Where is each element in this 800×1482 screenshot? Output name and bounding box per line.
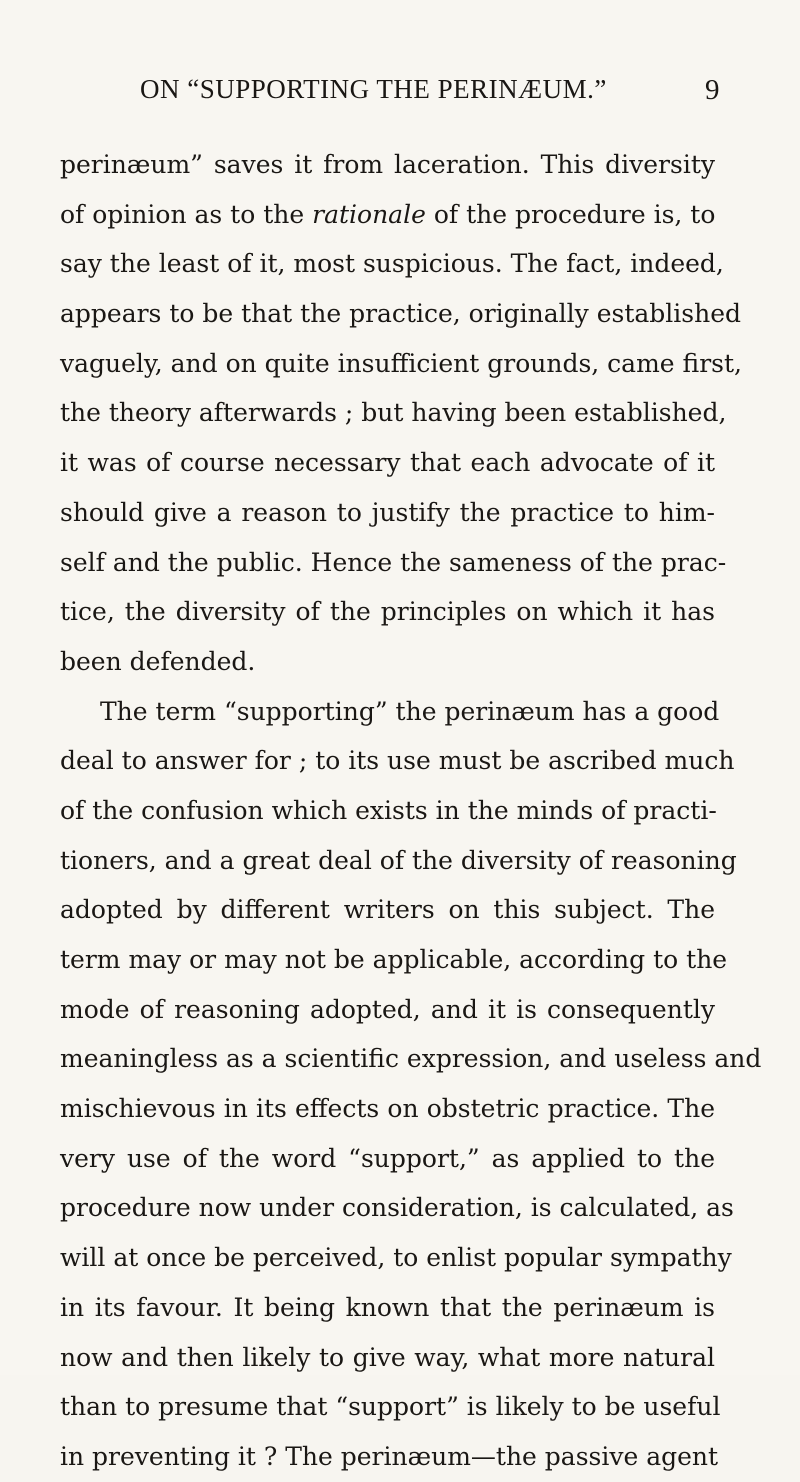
text-line: in preventing it ? The perinæum—the passive agent bbox=[60, 1441, 719, 1471]
text-fragment: of opinion as to the bbox=[60, 199, 305, 229]
text-line: should give a reason to justify the practice to him- bbox=[60, 497, 715, 527]
text-fragment: of the procedure is, to bbox=[433, 199, 716, 229]
text-line: appears to be that the practice, originally established bbox=[60, 299, 742, 329]
page-number: 9 bbox=[705, 74, 720, 106]
body-text bbox=[60, 140, 762, 1482]
text-line: self and the public. Hence the sameness of the prac- bbox=[60, 547, 727, 577]
text-line: tice, the diversity of the principles on which it has bbox=[60, 597, 715, 627]
text-line: perinæum” saves it from laceration. This diversity bbox=[60, 150, 715, 179]
text-line: vaguely, and on quite insufficient grounds, came first, bbox=[60, 348, 742, 378]
text-line: very use of the word “support,” as applied to the bbox=[60, 1143, 715, 1173]
text-line: deal to answer for ; to its use must be ascribed much bbox=[60, 746, 735, 776]
text-line: tioners, and a great deal of the diversity of reasoning bbox=[60, 845, 737, 875]
text-line: it was of course necessary that each advocate of it bbox=[60, 448, 715, 478]
text-line: than to presume that “support” is likely to be useful bbox=[60, 1392, 721, 1422]
text-line: say the least of it, most suspicious. The fact, indeed, bbox=[60, 249, 724, 279]
page-header bbox=[60, 74, 720, 114]
text-line: now and then likely to give way, what more natural bbox=[60, 1342, 715, 1372]
text-line: The term “supporting” the perinæum has a good bbox=[100, 696, 720, 726]
text-line: been defended. bbox=[60, 646, 256, 676]
text-line: adopted by different writers on this subject. The bbox=[60, 895, 715, 925]
text-line: the theory afterwards ; but having been established, bbox=[60, 398, 727, 428]
text-line: will at once be perceived, to enlist popular sympathy bbox=[60, 1243, 732, 1273]
running-head: ON “SUPPORTING THE PERINÆUM.” bbox=[140, 74, 607, 104]
text-line: meaningless as a scientific expression, and useless and bbox=[60, 1044, 762, 1074]
text-line: mischievous in its effects on obstetric practice. The bbox=[60, 1094, 715, 1124]
text-line: term may or may not be applicable, according to the bbox=[60, 945, 728, 974]
text-line: in its favour. It being known that the perinæum is bbox=[60, 1292, 715, 1322]
text-line: procedure now under consideration, is calculated, as bbox=[60, 1193, 734, 1223]
text-line: of the confusion which exists in the minds of practi- bbox=[60, 795, 717, 825]
italic-term: rationale bbox=[312, 199, 426, 229]
text-line: mode of reasoning adopted, and it is consequently bbox=[60, 994, 715, 1024]
text-line bbox=[60, 190, 715, 240]
